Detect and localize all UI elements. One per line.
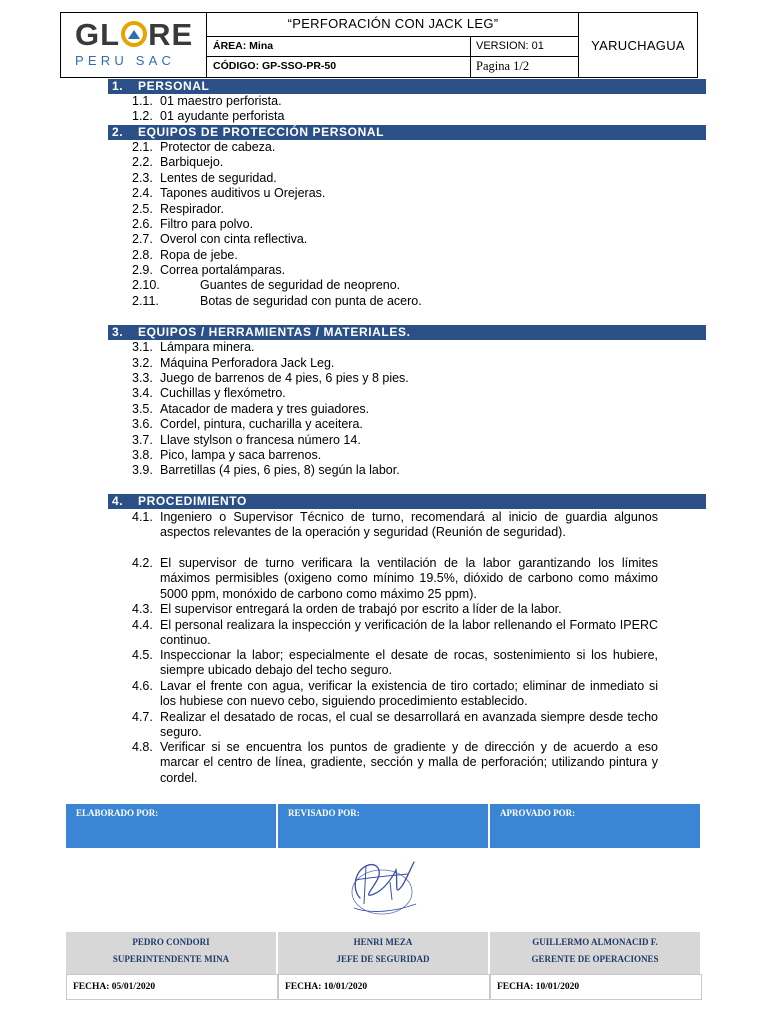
version-field: VERSION: 01 <box>476 40 544 52</box>
list-item: 1.2. 01 ayudante perforista <box>132 109 285 123</box>
list-item: 2.10. Guantes de seguridad de neopreno. <box>132 278 401 292</box>
signoff-person-3: GUILLERMO ALMONACID F. GERENTE DE OPERACIONES <box>490 932 702 974</box>
list-item: 2.4. Tapones auditivos u Orejeras. <box>132 186 326 200</box>
company-logo <box>61 13 207 77</box>
signoff-person-1: PEDRO CONDORI SUPERINTENDENTE MINA <box>66 932 278 974</box>
list-item: 2.8. Ropa de jebe. <box>132 248 238 262</box>
signoff-label-elaborado: ELABORADO POR: <box>66 804 278 848</box>
list-item: 2.1. Protector de cabeza. <box>132 140 276 154</box>
list-item: 3.4. Cuchillas y flexómetro. <box>132 386 286 400</box>
list-item: 2.9. Correa portalámparas. <box>132 263 286 277</box>
list-item: 2.2. Barbiquejo. <box>132 155 224 169</box>
code-field: CÓDIGO: GP-SSO-PR-50 <box>207 57 471 77</box>
list-item: 3.9. Barretillas (4 pies, 6 pies, 8) según la labor. <box>132 463 400 477</box>
section-header-equipment: 3. EQUIPOS / HERRAMIENTAS / MATERIALES. <box>108 325 706 340</box>
page-field: Pagina 1/2 <box>476 59 530 73</box>
list-item: 3.8. Pico, lampa y saca barrenos. <box>132 448 322 462</box>
list-item: 2.5. Respirador. <box>132 202 224 216</box>
section-header-procedure: 4. PROCEDIMIENTO <box>108 494 706 509</box>
signoff-person-2: HENRI MEZA JEFE DE SEGURIDAD <box>278 932 490 974</box>
list-item: 3.2. Máquina Perforadora Jack Leg. <box>132 356 335 370</box>
document-header <box>60 12 698 78</box>
unit-name: YARUCHAGUA <box>591 37 685 53</box>
list-item: 2.6. Filtro para polvo. <box>132 217 254 231</box>
signoff-date-1: FECHA: 05/01/2020 <box>66 974 278 1000</box>
area-field: ÁREA: Mina <box>207 37 471 56</box>
logo-wordmark: GL RE <box>75 17 194 52</box>
list-item: 2.7. Overol con cinta reflectiva. <box>132 232 308 246</box>
document-title: “PERFORACIÓN CON JACK LEG” <box>207 13 579 37</box>
list-item: 2.11. Botas de seguridad con punta de acero. <box>132 294 422 308</box>
header-info <box>207 13 579 77</box>
handwritten-signature <box>346 852 422 918</box>
list-item: 3.1. Lámpara minera. <box>132 340 255 354</box>
section-header-personal: 1. PERSONAL <box>108 79 706 94</box>
section-header-epp: 2. EQUIPOS DE PROTECCIÓN PERSONAL <box>108 125 706 140</box>
list-item: 3.5. Atacador de madera y tres guiadores. <box>132 402 370 416</box>
list-item: 3.6. Cordel, pintura, cucharilla y aceitera. <box>132 417 363 431</box>
logo-subtitle: PERU SAC <box>75 53 176 68</box>
signoff-label-aprobado: APROVADO POR: <box>490 804 702 848</box>
signoff-label-revisado: REVISADO POR: <box>278 804 490 848</box>
logo-mountain-icon <box>121 21 147 47</box>
list-item: 1.1. 01 maestro perforista. <box>132 94 282 108</box>
list-item: 2.3. Lentes de seguridad. <box>132 171 277 185</box>
signoff-date-2: FECHA: 10/01/2020 <box>278 974 490 1000</box>
list-item: 3.3. Juego de barrenos de 4 pies, 6 pies y 8 pies. <box>132 371 409 385</box>
list-item: 3.7. Llave stylson o francesa número 14. <box>132 433 361 447</box>
signoff-date-3: FECHA: 10/01/2020 <box>490 974 702 1000</box>
